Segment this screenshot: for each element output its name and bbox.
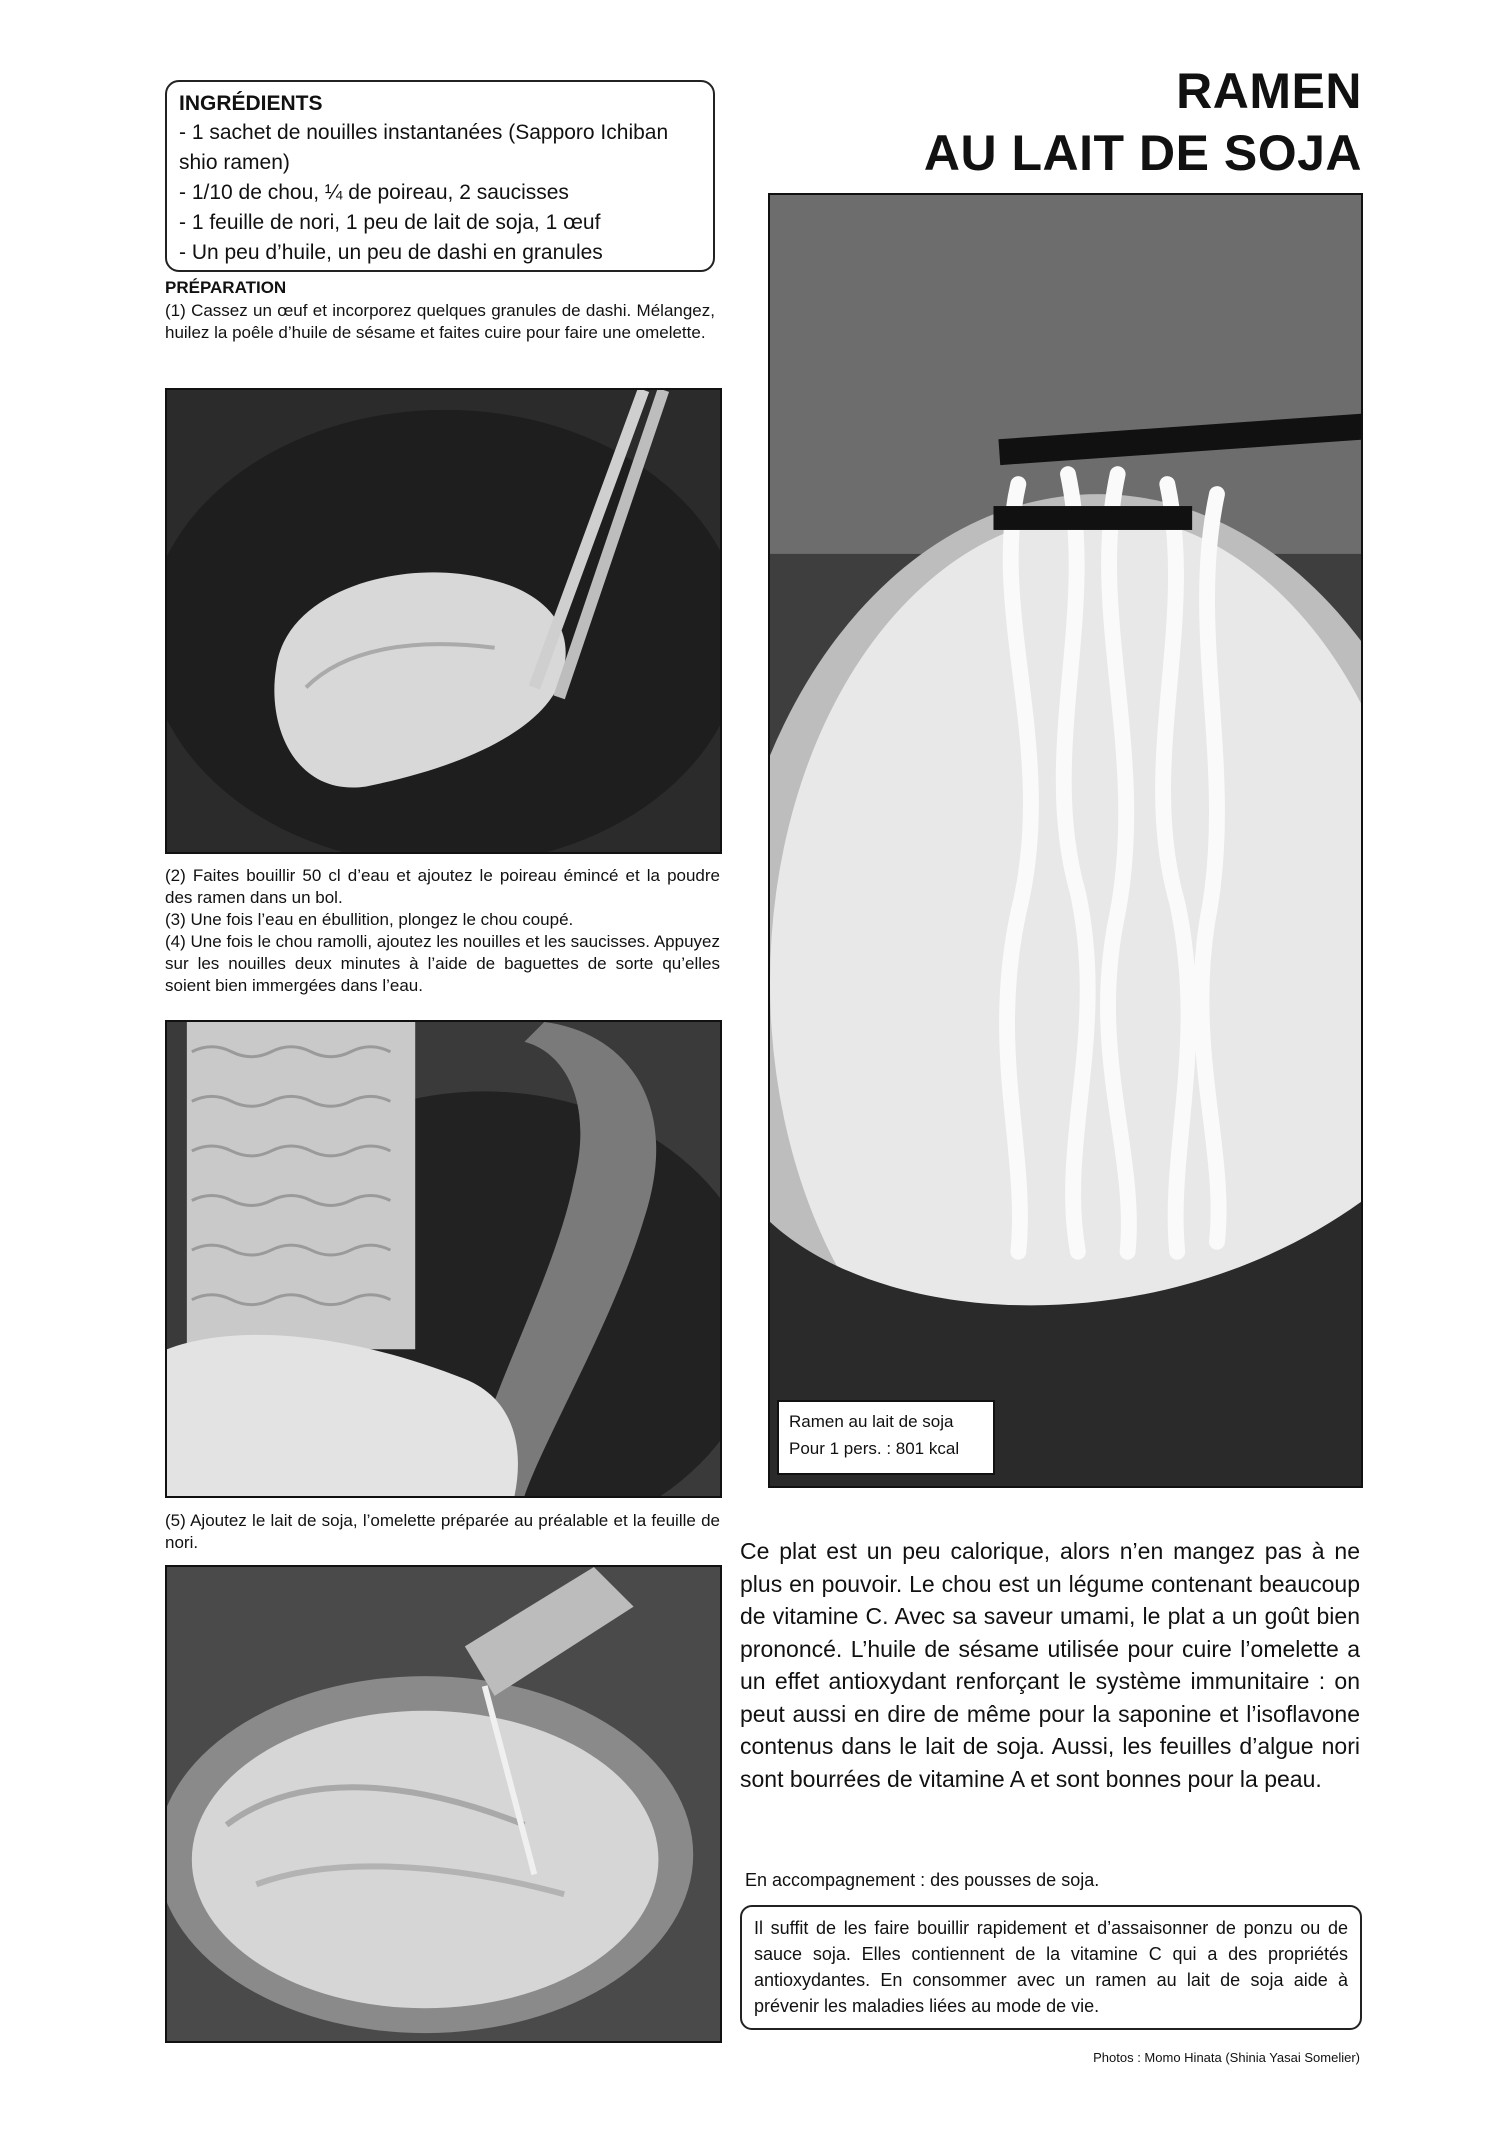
accompaniment-label: En accompagnement : des pousses de soja. bbox=[745, 1870, 1100, 1890]
ingredient-line: - 1 sachet de nouilles instantanées (Sapporo Ichiban bbox=[179, 121, 669, 144]
ramen-main-photo bbox=[768, 193, 1363, 1488]
caption-dish-name: Ramen au lait de soja bbox=[789, 1412, 954, 1431]
caption-calories: Pour 1 pers. : 801 kcal bbox=[789, 1439, 960, 1458]
photo-caption bbox=[777, 1400, 995, 1475]
ingredients-heading: INGRÉDIENTS bbox=[179, 92, 323, 115]
ingredient-line: - 1 feuille de nori, 1 peu de lait de soja, 1 œuf bbox=[179, 211, 601, 234]
page-title bbox=[924, 60, 1362, 184]
ingredients-box bbox=[165, 80, 715, 272]
preparation-steps-2-4 bbox=[165, 865, 720, 997]
omelette-photo bbox=[165, 388, 722, 854]
ingredient-line: - Un peu d’huile, un peu de dashi en granules bbox=[179, 241, 603, 264]
noodles-saucepan-photo bbox=[165, 1020, 722, 1498]
title-line-2: AU LAIT DE SOJA bbox=[923, 125, 1362, 181]
ingredient-line: - 1/10 de chou, ¼ de poireau, 2 saucisses bbox=[179, 181, 569, 204]
soy-milk-pour-photo bbox=[165, 1565, 722, 2043]
preparation-heading: PRÉPARATION bbox=[165, 278, 287, 297]
preparation-step-2: (2) Faites bouillir 50 cl d’eau et ajoutez le poireau émincé et la poudre des ramen dans un bol. bbox=[165, 866, 720, 907]
photo-credits: Photos : Momo Hinata (Shinia Yasai Somelier) bbox=[1093, 2050, 1360, 2065]
preparation-step-4: (4) Une fois le chou ramolli, ajoutez les nouilles et les saucisses. Appuyez sur les nouilles deux minutes à l’aide de baguettes de sorte qu’elles soient bien immergées dans l’eau. bbox=[165, 932, 720, 995]
preparation-step-1: (1) Cassez un œuf et incorporez quelques granules de dashi. Mélangez, huilez la poêle d’huile de sésame et faites cuire pour faire une omelette. bbox=[165, 301, 715, 342]
accompaniment-box bbox=[740, 1905, 1362, 2030]
accompaniment-text: Il suffit de les faire bouillir rapidement et d’assaisonner de ponzu ou de sauce soja. Elles contiennent de la vitamine C qui a des propriétés antioxydantes. En consommer avec un ramen au lait de soja aide à prévenir les maladies liées au mode de vie. bbox=[754, 1918, 1348, 2016]
preparation-step-5: (5) Ajoutez le lait de soja, l’omelette préparée au préalable et la feuille de nori. bbox=[165, 1511, 720, 1552]
ingredient-line: shio ramen) bbox=[179, 151, 290, 174]
title-line-1: RAMEN bbox=[1176, 63, 1362, 119]
body-paragraph: Ce plat est un peu calorique, alors n’en mangez pas à ne plus en pouvoir. Le chou est un légume contenant beaucoup de vitamine C. Avec sa saveur umami, le plat a un goût bien prononcé. L’huile de sésame utilisée pour cuire l’omelette a un effet antioxydant renforçant le système immunitaire : on peut aussi en dire de même pour la saponine et l’isoflavone contenus dans le lait de soja. Aussi, les feuilles d’algue nori sont bourrées de vitamine A et sont bonnes pour la peau. bbox=[740, 1538, 1360, 1792]
preparation-step-3: (3) Une fois l’eau en ébullition, plongez le chou coupé. bbox=[165, 910, 574, 929]
